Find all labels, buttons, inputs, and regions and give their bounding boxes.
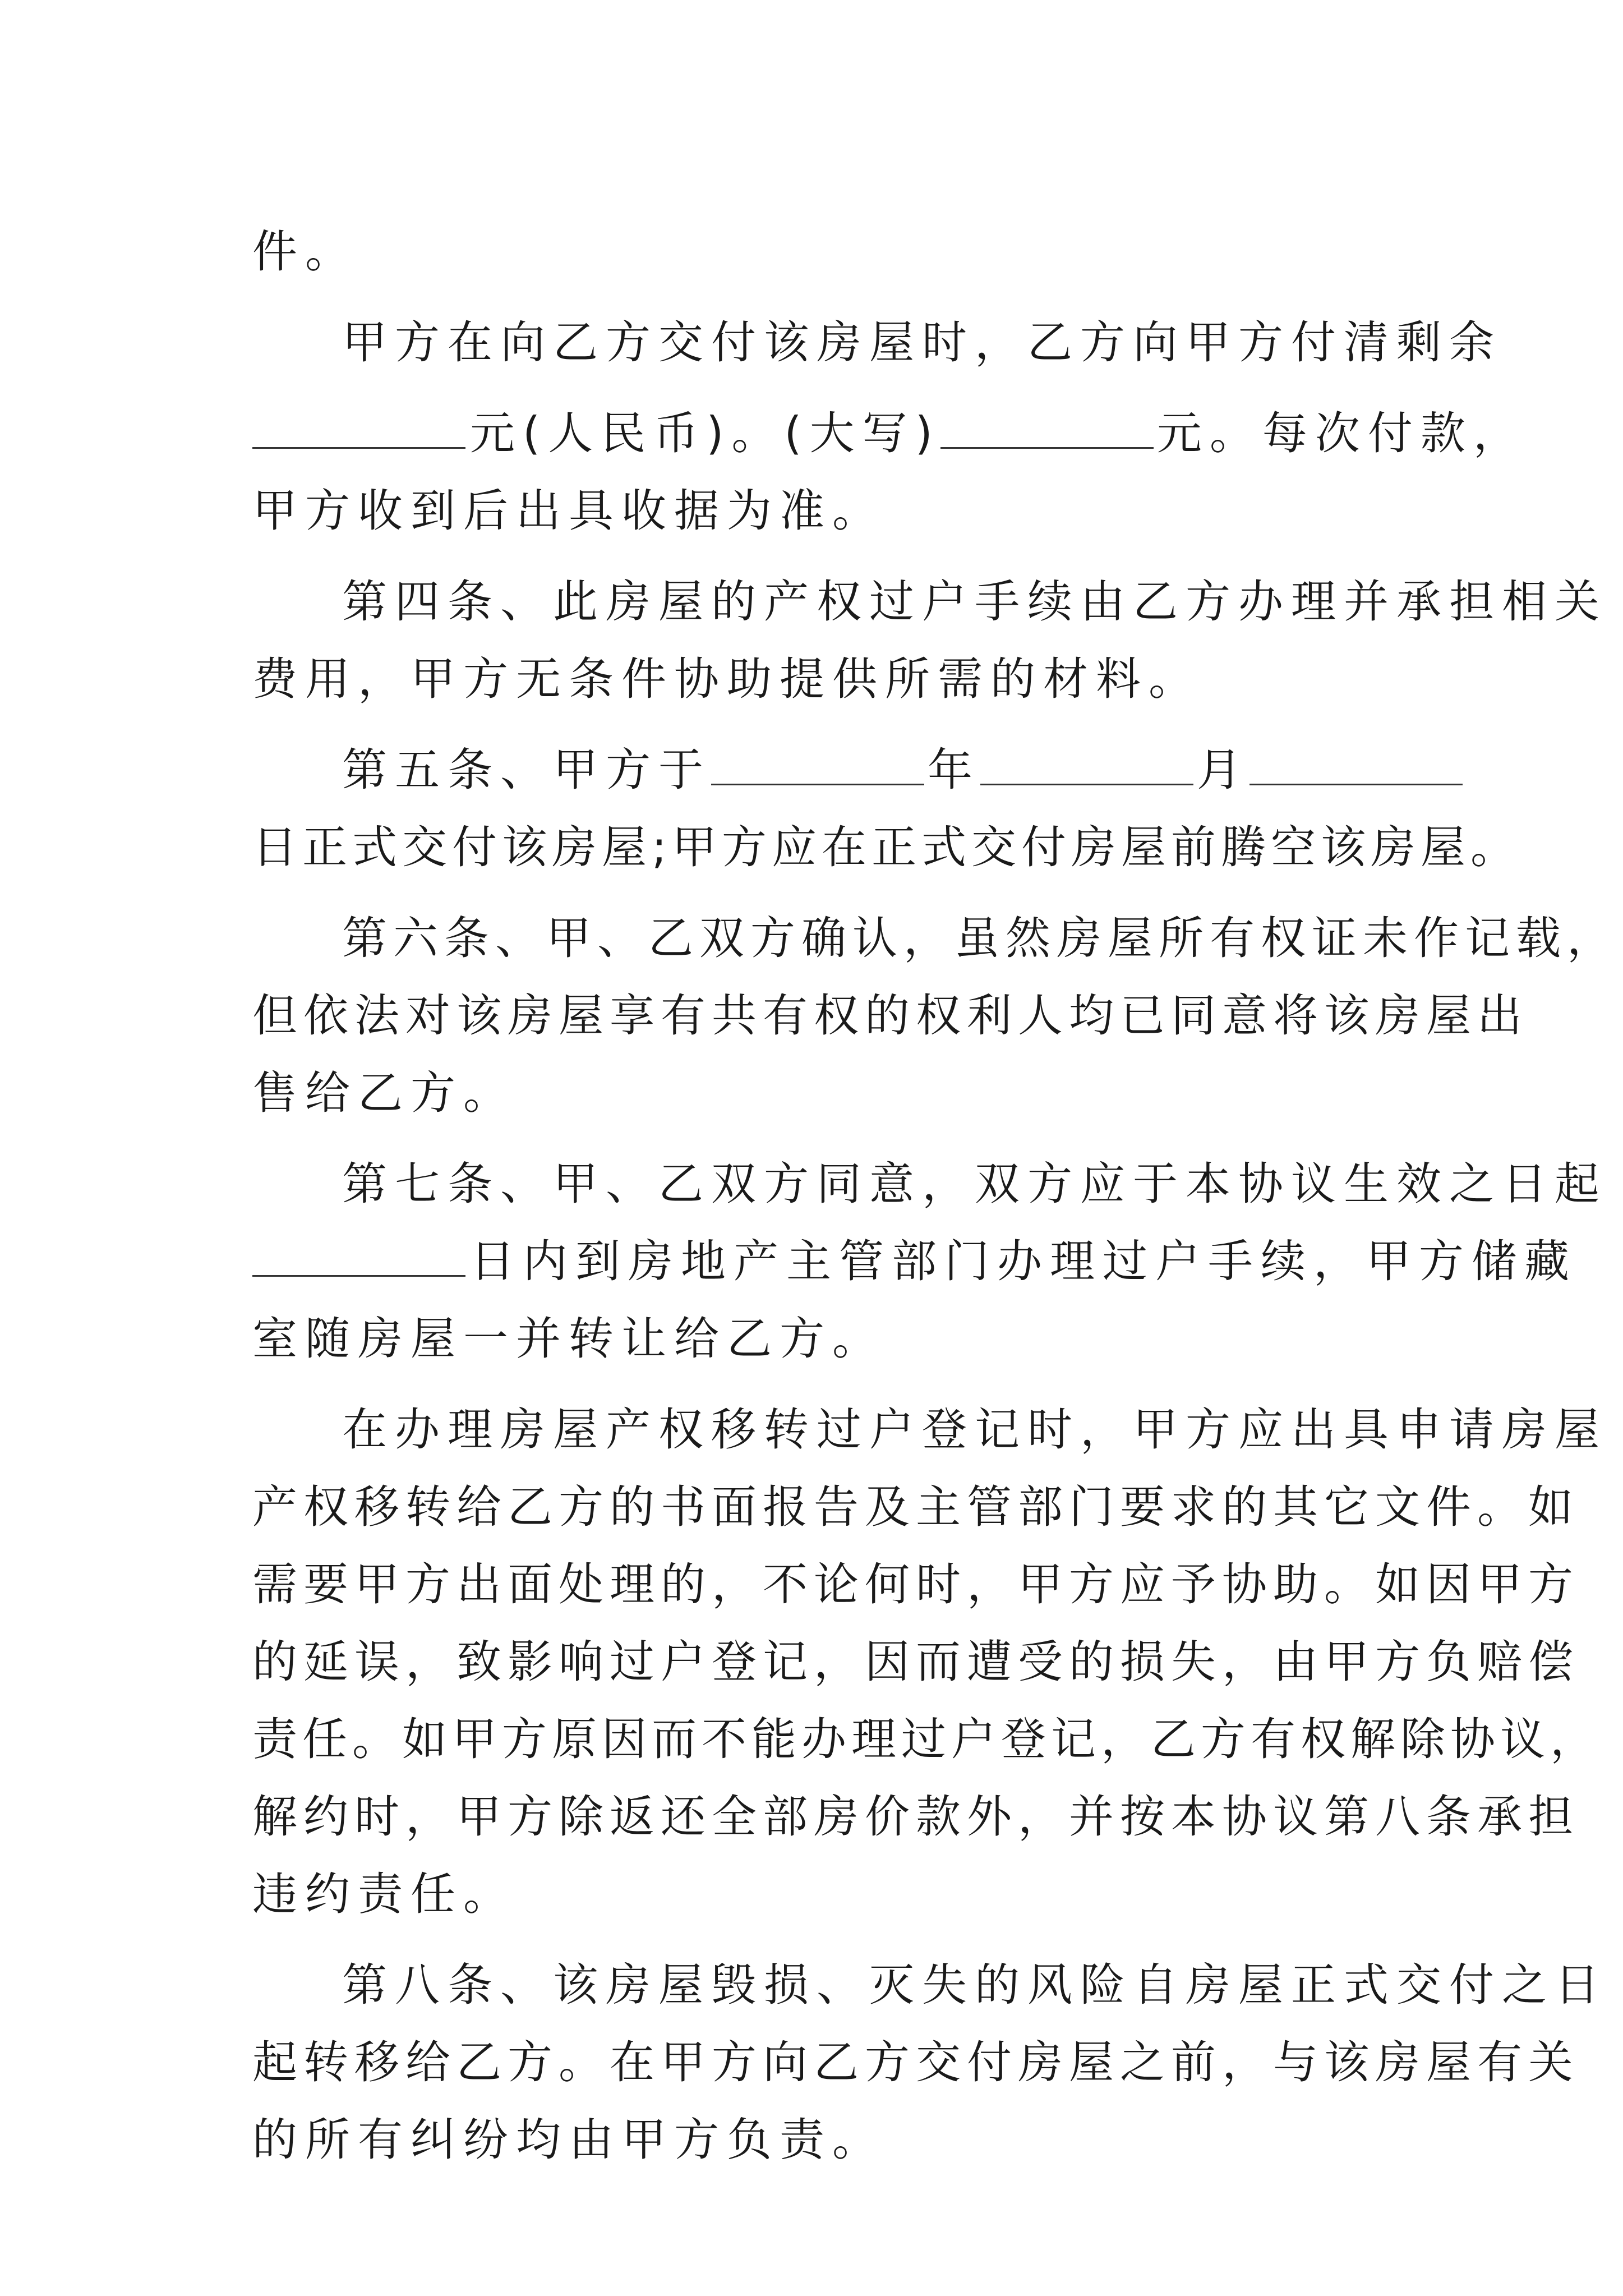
text-segment: 日内到房地产主管部门办理过户手续，甲方储藏 <box>470 1235 1577 1287</box>
text-line: 第七条、甲、乙双方同意，双方应于本协议生效之日起 <box>342 1158 1607 1210</box>
text-line: 但依法对该房屋享有共有权的权利人均已同意将该房屋出 <box>252 990 1528 1042</box>
text-segment: 年 <box>928 744 980 796</box>
text-line: 件。 <box>252 226 358 278</box>
text-line: 的所有纠纷均由甲方负责。 <box>252 2114 885 2166</box>
fill-blank <box>252 1243 465 1277</box>
text-line: 第六条、甲、乙双方确认，虽然房屋所有权证未作记载， <box>342 912 1618 964</box>
text-line: 起转移给乙方。在甲方向乙方交付房屋之前，与该房屋有关 <box>252 2036 1579 2088</box>
text-line: 甲方收到后出具收据为准。 <box>252 485 885 537</box>
text-line-with-blanks <box>252 731 1391 809</box>
text-segment: 元。每次付款， <box>1156 407 1526 459</box>
fill-blank <box>711 751 924 785</box>
text-segment: 元(人民币)。(大写) <box>470 407 940 459</box>
text-line-with-blanks <box>252 1223 1577 1300</box>
text-line: 第八条、该房屋毁损、灭失的风险自房屋正式交付之日 <box>342 1959 1607 2011</box>
text-segment: 月 <box>1197 744 1249 796</box>
text-line: 费用，甲方无条件协助提供所需的材料。 <box>252 653 1201 705</box>
text-line: 售给乙方。 <box>252 1067 516 1119</box>
text-segment: 第五条、甲方于 <box>342 744 711 796</box>
fill-blank <box>252 415 465 449</box>
fill-blank <box>1249 751 1463 785</box>
text-line: 第四条、此房屋的产权过户手续由乙方办理并承担相关 <box>342 576 1607 628</box>
text-line: 的延误，致影响过户登记，因而遭受的损失，由甲方负赔偿 <box>252 1636 1579 1688</box>
text-line: 解约时，甲方除返还全部房价款外，并按本协议第八条承担 <box>252 1791 1579 1843</box>
text-line: 甲方在向乙方交付该房屋时，乙方向甲方付清剩余 <box>342 316 1502 369</box>
text-line: 在办理房屋产权移转过户登记时，甲方应出具申请房屋 <box>342 1404 1607 1456</box>
text-line: 责任。如甲方原因而不能办理过户登记，乙方有权解除协议， <box>252 1713 1600 1765</box>
text-line: 需要甲方出面处理的，不论何时，甲方应予协助。如因甲方 <box>252 1558 1579 1611</box>
text-line: 产权移转给乙方的书面报告及主管部门要求的其它文件。如 <box>252 1481 1579 1533</box>
document-body <box>252 213 1618 2179</box>
text-line-with-blanks <box>252 395 1526 472</box>
text-line: 日正式交付该房屋;甲方应在正式交付房屋前腾空该房屋。 <box>252 821 1520 873</box>
text-line: 违约责任。 <box>252 1868 516 1920</box>
fill-blank <box>940 415 1154 449</box>
fill-blank <box>980 751 1193 785</box>
text-line: 室随房屋一并转让给乙方。 <box>252 1313 885 1365</box>
